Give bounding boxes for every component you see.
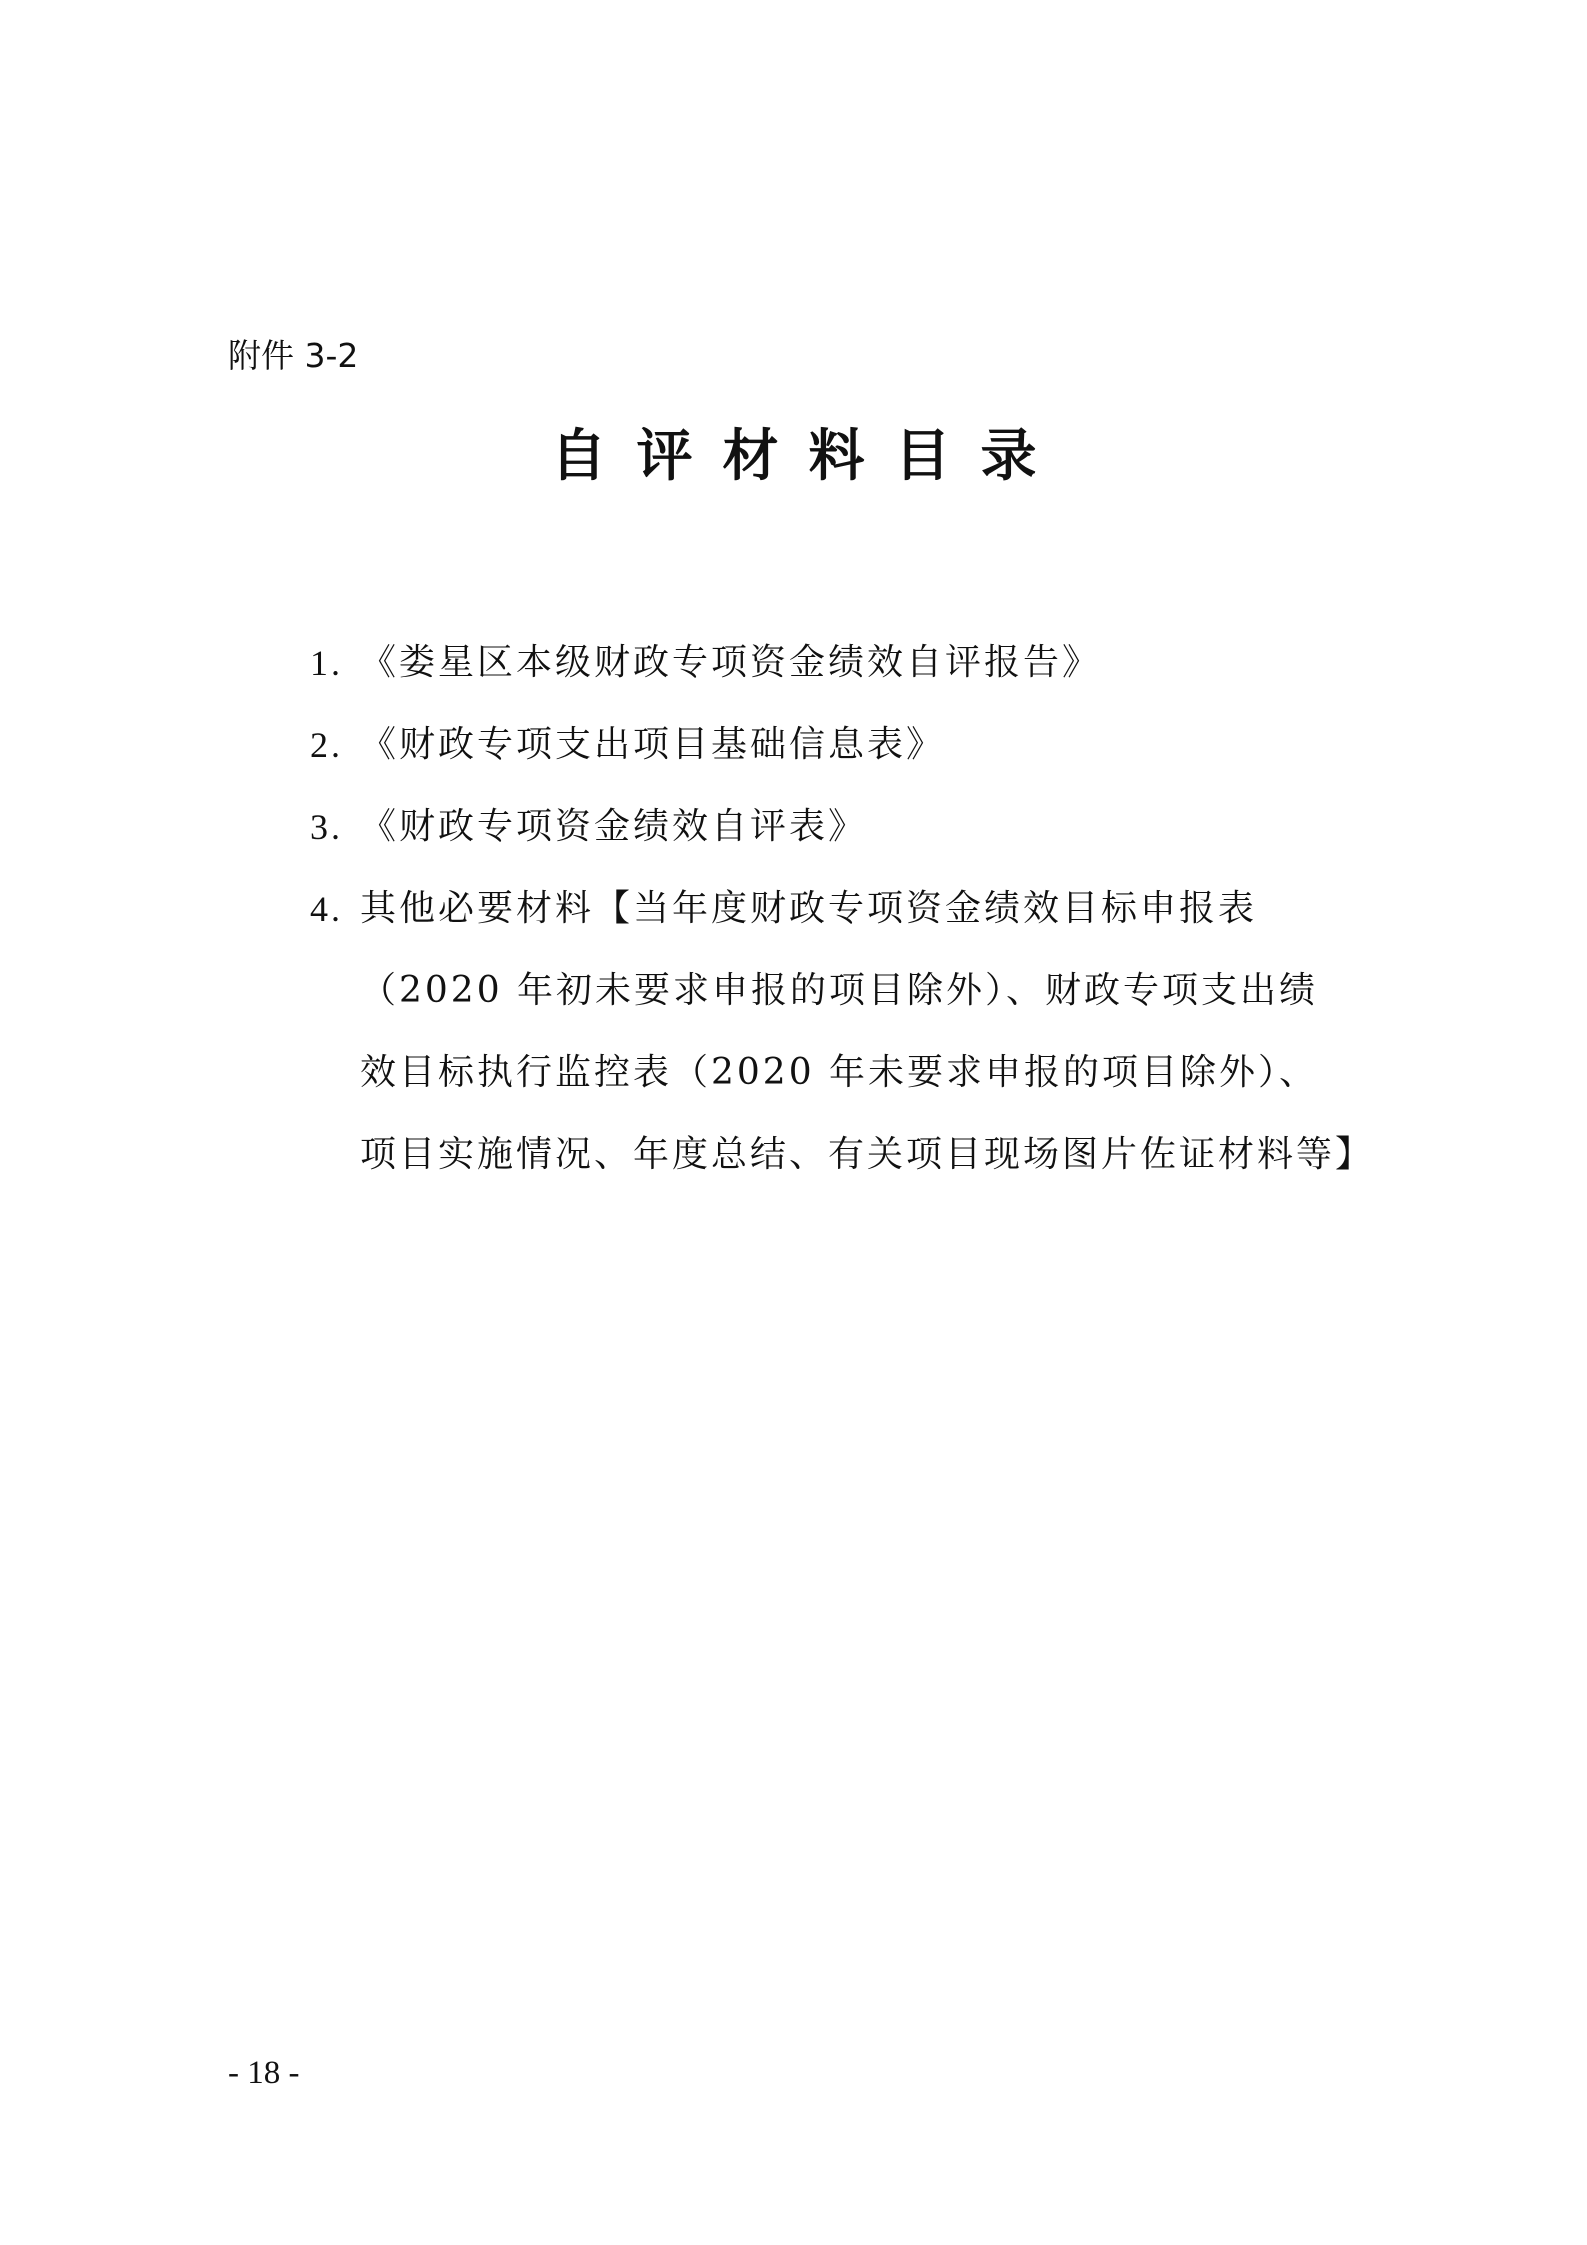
item-text-continuation: 项目实施情况、年度总结、有关项目现场图片佐证材料等】 <box>360 1134 1375 1175</box>
list-item <box>310 622 1410 704</box>
item-text: 其他必要材料【当年度财政专项资金绩效目标申报表 <box>360 888 1258 929</box>
item-number: 2. <box>310 725 343 765</box>
item-text: 《娄星区本级财政专项资金绩效自评报告》 <box>360 642 1102 683</box>
materials-list <box>310 622 1410 1196</box>
item-number: 1. <box>310 643 343 683</box>
list-item <box>310 786 1410 868</box>
item-text: 《财政专项支出项目基础信息表》 <box>360 724 946 765</box>
item-number: 4. <box>310 889 343 929</box>
list-item <box>310 704 1410 786</box>
item-text: 《财政专项资金绩效自评表》 <box>360 806 868 847</box>
item-number: 3. <box>310 807 343 847</box>
list-item <box>310 868 1410 1196</box>
attachment-label: 附件 3-2 <box>228 336 359 375</box>
item-text-continuation: 效目标执行监控表（2020 年未要求申报的项目除外）、 <box>360 1052 1319 1093</box>
page-number: - 18 - <box>228 2055 300 2091</box>
document-title: 自评材料目录 <box>550 424 1067 489</box>
item-text-continuation: （2020 年初未要求申报的项目除外）、财政专项支出绩 <box>360 970 1319 1011</box>
